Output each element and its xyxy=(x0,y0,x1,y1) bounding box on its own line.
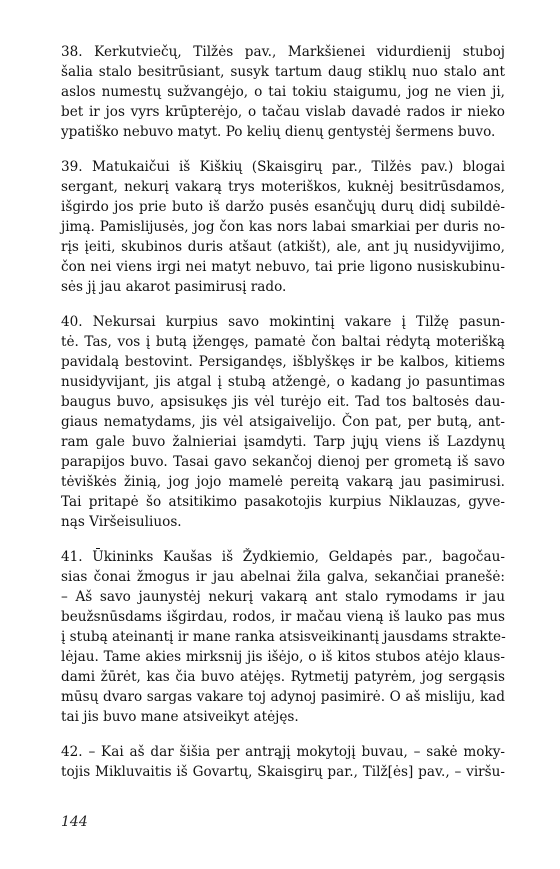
text-line: jimą. Pamislijusės, jog čon kas nors labai smarkiai per duris no- xyxy=(61,219,505,235)
text-line: baugus buvo, apsisukęs jis vėl turėjo eit. Tad tos baltosės dau- xyxy=(61,394,505,410)
text-line: tė. Tas, vos į butą įžengęs, pamatė čon baltai rėdytą moterišką xyxy=(61,334,505,350)
page-number: 144 xyxy=(61,814,88,830)
text-line: sias čonai žmogus ir jau abelnai žila galva, sekančiai pranešė: xyxy=(61,569,505,585)
text-line: Tai pritapė šo atsitikimo pasakotojis kurpius Niklauzas, gyve- xyxy=(61,494,505,510)
text-line: – Aš savo jaunystėj nekurį vakarą ant stalo rymodams ir jau xyxy=(61,589,505,605)
paragraph-41 xyxy=(61,547,505,727)
text-line: giaus nematydams, jis vėl atsigaivelijo. Čon pat, per butą, ant- xyxy=(61,414,505,430)
text-line: bet ir jos vyrs krūpterėjo, o tačau vislab davadė rados ir nieko xyxy=(61,104,505,120)
paragraph-38 xyxy=(61,42,505,142)
text-line: išgirdo jos prie buto iš daržo pusės esančųjų durų didį subildė- xyxy=(61,199,505,215)
paragraph-39 xyxy=(61,157,505,297)
text-line: 39. Matukaičui iš Kiškių (Skaisgirų par., Tilžės pav.) blogai xyxy=(61,159,505,175)
text-line: tėviškės žinią, jog jojo mamelė pereitą vakarą jau pasimirusi. xyxy=(61,474,505,490)
text-line: 38. Kerkutviečų, Tilžės pav., Markšienei vidurdienij stuboj xyxy=(61,44,505,60)
text-line: lėjau. Tame akies mirksnij jis išėjo, o iš kitos stubos atėjo klaus- xyxy=(61,649,505,665)
text-line: parapijos buvo. Tasai gavo sekančoj dienoj per grometą iš savo xyxy=(61,454,505,470)
text-line: nąs Viršeisuliuos. xyxy=(61,514,182,530)
text-line: ypatiško nebuvo matyt. Po kelių dienų gentystėj šermens buvo. xyxy=(61,124,496,140)
text-line: 42. – Kai aš dar šišia per antrąjį mokytojį buvau, – sakė moky- xyxy=(61,744,505,760)
text-line: 41. Ūkininks Kaušas iš Žydkiemio, Geldapės par., bagočau- xyxy=(61,549,505,565)
text-line: 40. Nekursai kurpius savo mokintinį vakare į Tilžę pasun- xyxy=(61,314,505,330)
paragraph-42 xyxy=(61,742,505,782)
text-line: mūsų dvaro sargas vakare toj adynoj pasimirė. O aš misliju, kad xyxy=(61,689,505,705)
text-line: sergant, nekurį vakarą trys moteriškos, kuknėj besitrūsdamos, xyxy=(61,179,505,195)
text-line: dami žūrėt, kas čia buvo atėjęs. Rytmetij patyrėm, jog sergąsis xyxy=(61,669,505,685)
text-line: rįs įeiti, skubinos duris atšaut (atkišt), ale, ant jų nusidyvijimo, xyxy=(61,239,505,255)
text-line: čon nei viens irgi nei matyt nebuvo, tai prie ligono nusiskubinu- xyxy=(61,259,505,275)
text-line: tai jis buvo mane atsiveikyt atėjęs. xyxy=(61,709,299,725)
text-line: tojis Mikluvaitis iš Govartų, Skaisgirų par., Tilž[ės] pav., – viršu- xyxy=(61,764,505,780)
text-line: į stubą ateinantį ir mane ranka atsisveikinantį jausdams strakte- xyxy=(61,629,506,645)
text-line: ram gale buvo žalnieriai įsamdyti. Tarp jųjų viens iš Lazdynų xyxy=(61,434,505,450)
text-line: aslos numestų sužvangėjo, o tai tokiu staigumu, jog ne vien ji, xyxy=(61,84,505,100)
text-line: nusidyvijant, jis atgal į stubą atžengė, o kadang jo pasuntimas xyxy=(61,374,505,390)
text-line: šalia stalo besitrūsiant, susyk tartum daug stiklų nuo stalo ant xyxy=(61,64,505,80)
page-body xyxy=(61,42,505,842)
text-line: sės jį jau akarot pasimirusį rado. xyxy=(61,279,287,295)
text-line: beužsnūsdams išgirdau, rodos, ir mačau vieną iš lauko pas mus xyxy=(61,609,505,625)
text-line: pavidalą bestovint. Persigandęs, išblyškęs ir be kalbos, kitiems xyxy=(61,354,505,370)
paragraph-40 xyxy=(61,312,505,532)
